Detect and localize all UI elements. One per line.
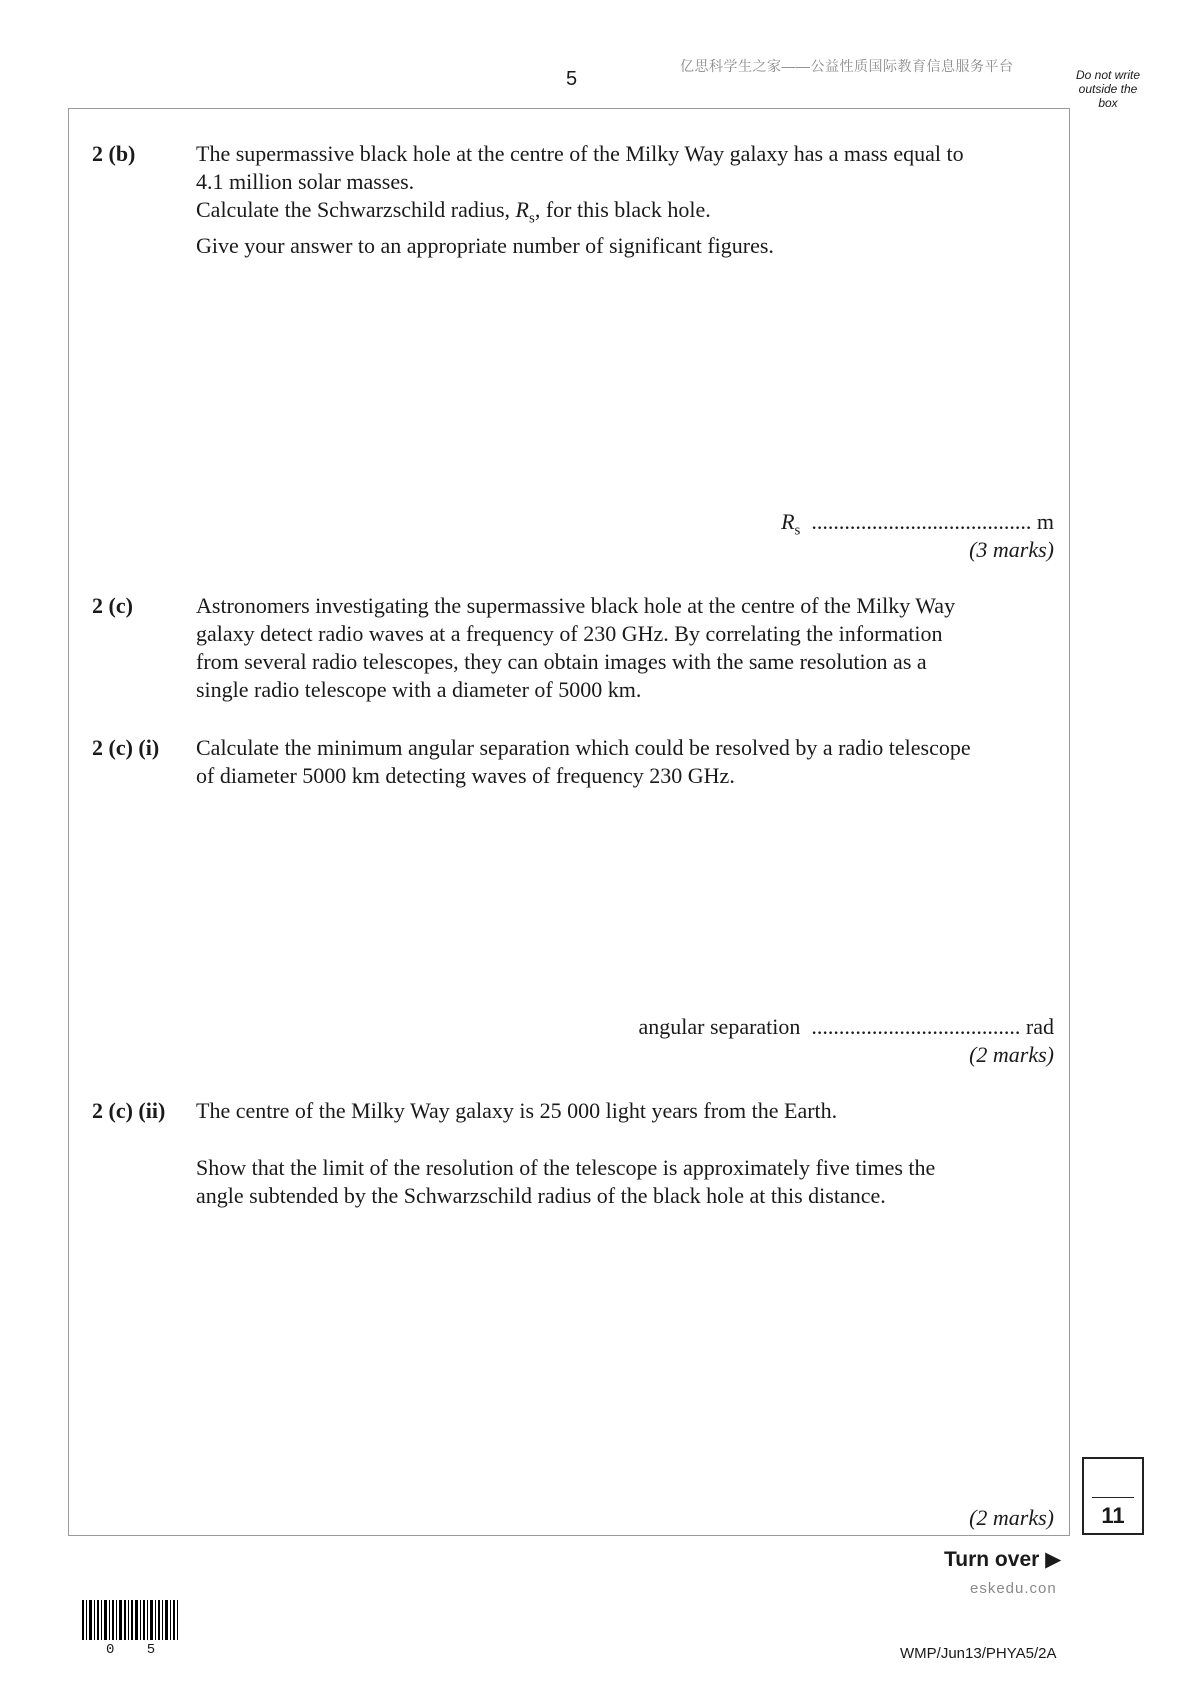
- answer-dots: ........................................: [811, 509, 1032, 534]
- question-2cii-text: [196, 1154, 935, 1210]
- score-rule: [1092, 1497, 1134, 1498]
- question-2ci-answer-line[interactable]: [639, 1013, 1054, 1041]
- paper-code: WMP/Jun13/PHYA5/2A: [900, 1645, 1057, 1662]
- footer-watermark: eskedu.con: [970, 1580, 1057, 1597]
- header-watermark: 亿思科学生之家——公益性质国际教育信息服务平台: [680, 58, 1014, 74]
- answer-box[interactable]: [68, 108, 1070, 1536]
- margin-note-line-3: box: [1098, 96, 1118, 110]
- question-2c-line-3: from several radio telescopes, they can obtain images with the same resolution as a: [196, 649, 927, 674]
- question-2b-marks: (3 marks): [969, 537, 1054, 562]
- barcode-icon: [82, 1600, 178, 1640]
- barcode-digits: 0 5: [106, 1642, 168, 1658]
- question-2ci-number: 2 (c) (i): [92, 735, 160, 760]
- answer-unit: m: [1036, 509, 1054, 534]
- question-2b-line-4: Give your answer to an appropriate number of significant figures.: [196, 233, 774, 259]
- question-2c-number: 2 (c): [92, 593, 133, 618]
- margin-note-line-1: Do not write: [1075, 68, 1141, 82]
- question-2c-line-2: galaxy detect radio waves at a frequency of 230 GHz. By correlating the information: [196, 621, 943, 646]
- question-2cii-line-1: The centre of the Milky Way galaxy is 25 000 light years from the Earth.: [196, 1098, 838, 1123]
- question-2c-text: [196, 592, 955, 704]
- question-2ci-line-2: of diameter 5000 km detecting waves of frequency 230 GHz.: [196, 763, 735, 788]
- question-2b-text: [196, 140, 964, 260]
- page-number: 5: [566, 68, 578, 90]
- margin-note: [1068, 68, 1148, 110]
- question-2b-line-3: Calculate the Schwarzschild radius, $R_s$, for this black hole.: [196, 197, 711, 227]
- question-2c-line-1: Astronomers investigating the supermassive black hole at the centre of the Milky Way: [196, 593, 956, 618]
- margin-note-line-2: outside the: [1078, 82, 1138, 96]
- question-2b-line-2: 4.1 million solar masses.: [196, 169, 415, 194]
- answer-dots: ......................................: [811, 1014, 1021, 1039]
- question-2cii-number: 2 (c) (ii): [92, 1098, 166, 1123]
- question-2cii-marks: (2 marks): [969, 1505, 1054, 1530]
- question-2b-number: 2 (b): [92, 141, 136, 166]
- question-2b-answer-line[interactable]: $R_s$ ........................................ m: [781, 509, 1054, 539]
- question-2cii-line-2: Show that the limit of the resolution of the telescope is approximately five times the: [196, 1155, 936, 1180]
- question-2cii-line-3: angle subtended by the Schwarzschild radius of the black hole at this distance.: [196, 1183, 886, 1208]
- question-2ci-line-1: Calculate the minimum angular separation which could be resolved by a radio telescope: [196, 735, 971, 760]
- score-value: 11: [1101, 1503, 1125, 1528]
- question-2c-line-4: single radio telescope with a diameter of 5000 km.: [196, 677, 642, 702]
- turn-over-label: Turn over ▶: [944, 1548, 1062, 1571]
- question-2ci-text: [196, 734, 971, 790]
- answer-unit: rad: [1025, 1014, 1054, 1039]
- question-2ci-marks: (2 marks): [969, 1042, 1054, 1067]
- score-box: [1082, 1457, 1144, 1535]
- answer-label: angular separation: [638, 1014, 801, 1039]
- question-2b-line-1: The supermassive black hole at the centre of the Milky Way galaxy has a mass equal to: [196, 141, 964, 166]
